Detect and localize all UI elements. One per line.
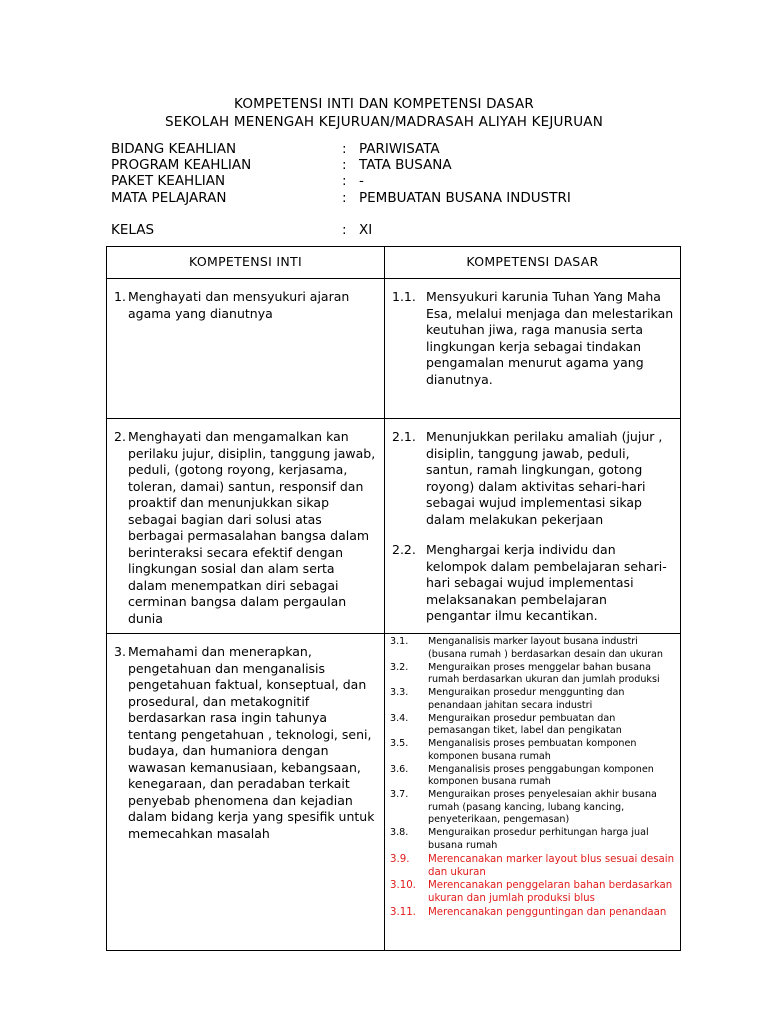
kd-text: Merencanakan marker layout blus sesuai desain dan ukuran — [428, 853, 675, 878]
list-item — [390, 853, 676, 879]
kd-cell — [385, 279, 681, 419]
table-row — [107, 634, 681, 951]
kd-number: 3.2. — [390, 661, 409, 673]
list-item — [390, 879, 676, 905]
kd-number: 3.11. — [390, 906, 416, 918]
meta-value: - — [359, 173, 364, 189]
kd-number: 3.3. — [390, 687, 409, 698]
kd-number: 3.10. — [390, 880, 416, 891]
kd-number: 3.5. — [390, 738, 409, 749]
kd-text: Mensyukuri karunia Tuhan Yang Maha Esa, melalui menjaga dan melestarikan keutuhan jiwa, raga manusia serta lingkungan kerja sebagai tindakan pengamalan menurut agama yang dianutnya. — [426, 289, 674, 387]
kd-text: Menganalisis marker layout busana industri (busana rumah ) berdasarkan desain dan ukuran — [428, 636, 664, 660]
kd-text: Merencanakan penggelaran bahan berdasarkan ukuran dan jumlah produksi blus — [428, 880, 673, 904]
kd-number: 3.4. — [390, 712, 409, 724]
list-item — [390, 764, 676, 789]
header-kompetensi-dasar: KOMPETENSI DASAR — [385, 247, 681, 279]
kd-number: 3.9. — [390, 853, 410, 865]
list-item — [390, 713, 676, 738]
list-item — [392, 289, 674, 388]
kd-number: 1.1. — [392, 289, 416, 304]
kd-number: 2.2. — [392, 542, 416, 557]
meta-colon: : — [342, 190, 347, 206]
ki-text: Menghayati dan mensyukuri ajaran agama yang dianutnya — [128, 289, 350, 321]
kd-text: Menguraikan prosedur pembuatan dan pemasangan tiket, label dan pengikatan — [428, 712, 622, 736]
kompetensi-table — [106, 246, 681, 951]
document-title: KOMPETENSI INTI DAN KOMPETENSI DASAR — [234, 96, 534, 112]
meta-value: XI — [359, 222, 373, 238]
meta-label: MATA PELAJARAN — [111, 190, 227, 206]
ki-cell — [107, 279, 385, 419]
list-item — [390, 687, 676, 712]
kd-text: Merencanakan pengguntingan dan penandaan — [428, 906, 667, 918]
kd-number: 2.1. — [392, 429, 416, 444]
ki-text: Memahami dan menerapkan, pengetahuan dan menganalisis pengetahuan faktual, konseptual, dan prosedural, dan metakognitif berdasarkan rasa ingin tahunya tentang pengetahuan , teknologi, seni, budaya, dan humaniora dengan wawasan kemanusiaan, kebangsaan, kenegaraan, dan peradaban terkait penyebab phenomena dan kejadian dalam bidang kerja yang spesifik untuk memecahkan masalah — [128, 644, 375, 841]
ki-cell — [107, 419, 385, 634]
ki-cell — [107, 634, 385, 951]
meta-colon: : — [342, 173, 347, 189]
list-item — [390, 738, 676, 763]
list-item — [390, 636, 676, 661]
meta-value: PEMBUATAN BUSANA INDUSTRI — [359, 190, 571, 206]
kd-cell — [385, 419, 681, 634]
kd-number: 3.7. — [390, 789, 409, 800]
list-item — [390, 789, 676, 827]
meta-label: KELAS — [111, 222, 155, 238]
table-row — [107, 419, 681, 634]
list-item — [390, 662, 676, 687]
kd-cell — [385, 634, 681, 951]
kd-text: Menguraikan proses penyelesaian akhir busana rumah (pasang kancing, lubang kancing, penyeterikaan, pengemasan) — [428, 789, 657, 825]
table-row — [107, 279, 681, 419]
ki-number: 3. — [114, 644, 126, 659]
header-kompetensi-inti: KOMPETENSI INTI — [107, 247, 385, 279]
kd-text: Menganalisis proses pembuatan komponen komponen busana rumah — [428, 738, 637, 762]
meta-label: PROGRAM KEAHLIAN — [111, 157, 252, 173]
meta-colon: : — [342, 141, 347, 157]
meta-value: PARIWISATA — [359, 141, 440, 157]
kd-text: Menguraikan proses menggelar bahan busana rumah berdasarkan ukuran dan jumlah produksi — [428, 661, 660, 685]
kd-text: Menganalisis proses penggabungan komponen komponen busana rumah — [428, 763, 654, 787]
document-subtitle: SEKOLAH MENENGAH KEJURUAN/MADRASAH ALIYAH KEJURUAN — [164, 114, 604, 130]
ki-text: Menghayati dan mengamalkan kan perilaku jujur, disiplin, tanggung jawab, peduli, (gotong royong, kerjasama, toleran, damai) santun, responsif dan proaktif dan menunjukkan sikap sebagai bagian dari solusi atas berbagai permasalahan bangsa dalam berinteraksi secara efektif dengan lingkungan sosial dan alam serta dalam menempatkan diri sebagai cerminan bangsa dalam pergaulan dunia — [128, 429, 376, 626]
meta-label: BIDANG KEAHLIAN — [111, 141, 237, 157]
kd-number: 3.8. — [390, 827, 409, 838]
list-item — [392, 542, 674, 625]
kd-text: Menghargai kerja individu dan kelompok dalam pembelajaran sehari-hari sebagai wujud implementasi melaksanakan pembelajaran pengantar ilmu kecantikan. — [426, 542, 667, 623]
list-item — [392, 429, 674, 528]
kd-text: Menunjukkan perilaku amaliah (jujur , disiplin, tanggung jawab, peduli, santun, ramah lingkungan, gotong royong) dalam aktivitas sehari-hari sebagai wujud implementasi sikap dalam melakukan pekerjaan — [426, 429, 663, 527]
kd-text: Menguraikan prosedur perhitungan harga jual busana rumah — [428, 827, 649, 851]
kd-number: 3.6. — [390, 763, 409, 775]
kd-number: 3.1. — [390, 636, 409, 647]
meta-label: PAKET KEAHLIAN — [111, 173, 226, 189]
ki-number: 2. — [114, 429, 126, 444]
list-item — [390, 906, 676, 919]
meta-colon: : — [342, 157, 347, 173]
meta-value: TATA BUSANA — [359, 157, 452, 173]
meta-colon: : — [342, 222, 347, 238]
kd-text: Menguraikan prosedur menggunting dan penandaan jahitan secara industri — [428, 687, 625, 711]
ki-number: 1. — [114, 289, 126, 304]
list-item — [390, 827, 676, 852]
